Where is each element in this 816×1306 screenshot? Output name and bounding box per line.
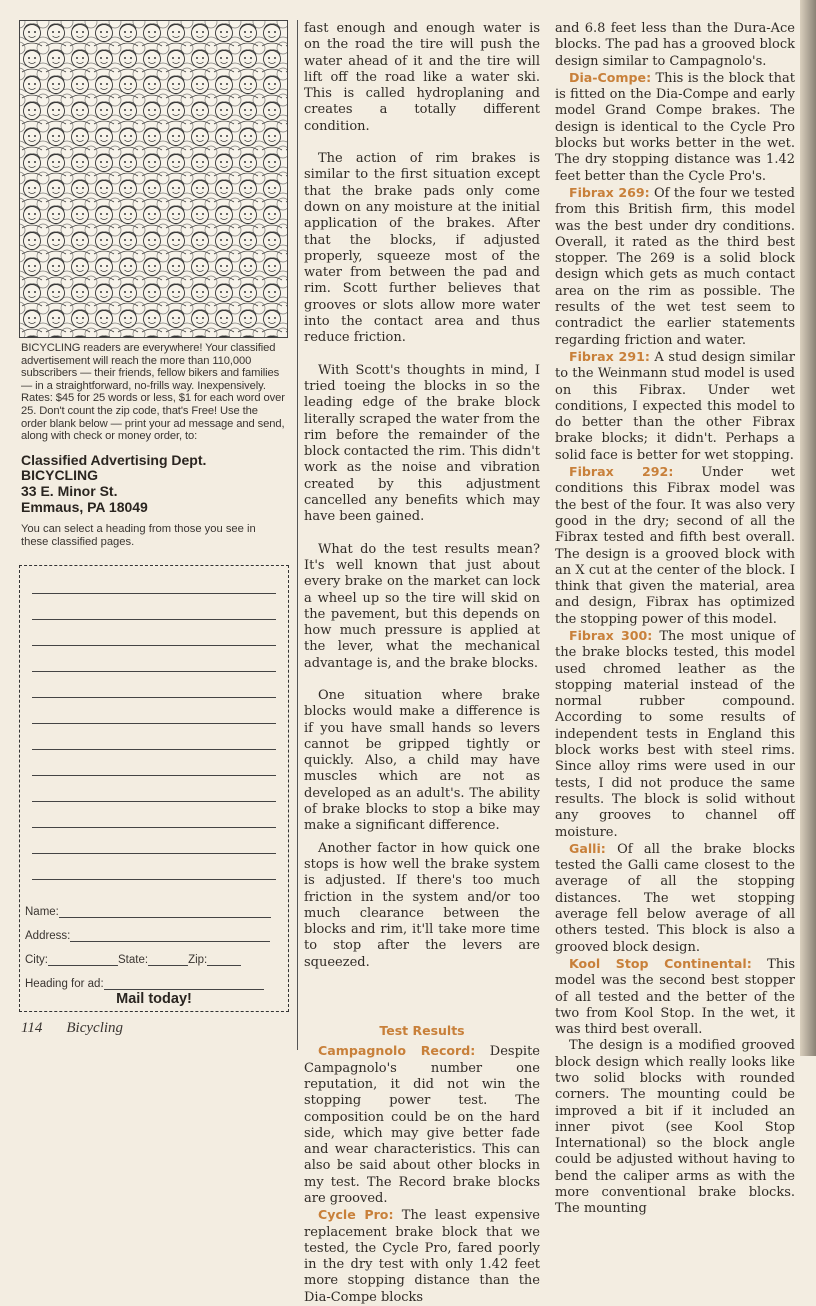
paragraph — [304, 1043, 540, 1207]
paragraph — [555, 628, 795, 841]
entry-text: Of all the brake blocks tested the Galli came closest to the average of all the stopping distances. The wet stopping average fell below average of all others tested. This block is also a grooved block design. — [555, 841, 795, 955]
ad-text-line[interactable] — [32, 775, 276, 776]
entry-heading: Fibrax 300: — [569, 627, 653, 643]
order-form — [19, 565, 289, 1012]
address-line: Emmaus, PA 18049 — [21, 498, 148, 515]
entry-heading: Cycle Pro: — [318, 1207, 394, 1223]
city-label: City: — [25, 954, 48, 966]
paragraph: The design is a modified grooved block design which really looks like two solid blocks with rounded corners. The mounting could be improved a bit if it included an inner pivot (see Kool Stop International) so the block angle could be adjusted without having to bend the caliper arms as with the more conventional brake blocks. The mounting — [555, 1038, 795, 1217]
paragraph: What do the test results mean? It's well known that just about every brake on the market can lock a wheel up so the tire will skid on the pavement, but this depends on how much pressure is applied at the lever, what the mechanical advantage is, and the brake blocks. — [304, 541, 540, 671]
zip-label: Zip: — [188, 954, 208, 966]
entry-text: Under wet conditions this Fibrax model was the best of the four. It was also very good in the dry; second of all the Fibrax tested and fifth best overall. The design is a grooved block with an X cut at the center of the block. I think that given the material, area and design, Fibrax has optimized the stopping power of this model. — [555, 465, 795, 627]
ad-address — [21, 453, 286, 515]
ad-text-line[interactable] — [32, 723, 276, 724]
name-label: Name: — [25, 906, 59, 918]
paragraph — [555, 70, 795, 185]
entry-heading: Galli: — [569, 840, 606, 856]
ad-text-line[interactable] — [32, 593, 276, 594]
paragraph: fast enough and enough water is on the road the tire will push the water ahead of it and the tire will lift off the road like a water ski. This is called hydroplaning and creates a totally different condition. — [304, 21, 540, 134]
entry-heading: Fibrax 292: — [569, 464, 674, 480]
paragraph: The action of rim brakes is similar to the first situation except that the brake pads only come down on any moisture at the initial application of the brakes. After that the blocks, if adjusted properly, squeeze most of the water from between the pad and rim. Scott further believes that grooves or slots allow more water into the contact area and thus reduce friction. — [304, 151, 540, 346]
entry-text: The most unique of the brake blocks tested, this model used chromed leather as the stopping material instead of the normal rubber compound. According to some results of independent tests in England this block works best with steel rims. Since alloy rims were used in our tests, I did not produce the same results. The block is solid without any grooves to channel off moisture. — [555, 628, 796, 840]
paragraph: One situation where brake blocks would make a difference is if you have small hands so levers cannot be gripped tightly or quickly. Also, a child may have muscles which are not as developed as an adult's. The ability of brake blocks to stop a bike may make a significant difference. — [304, 687, 540, 834]
paragraph — [555, 185, 795, 349]
address-line: Classified Advertising Dept. — [21, 451, 207, 468]
address-label: Address: — [25, 930, 71, 942]
ad-text-line[interactable] — [32, 879, 276, 880]
paragraph — [555, 841, 795, 956]
ad-note: You can select a heading from those you see in these classified pages. — [21, 523, 256, 548]
entry-heading: Campagnolo Record: — [318, 1043, 476, 1059]
mail-today-label: Mail today! — [116, 991, 192, 1007]
address-line: 33 E. Minor St. — [21, 482, 118, 499]
classified-ad — [19, 20, 288, 548]
name-field[interactable] — [25, 906, 271, 918]
paragraph — [555, 956, 795, 1038]
entry-text: Of the four we tested from this British firm, this model was the best under dry conditions. Overall, it rated as the third best stopper. The 269 is a solid block design which gets as much contact area on the rim as possible. The results of the wet test seem to contradict the earlier statements regarding friction and water. — [555, 185, 795, 348]
ad-text-line[interactable] — [32, 671, 276, 672]
entry-text: A stud design similar to the Weinmann stud model is used on this Fibrax. Under wet conditions, I expected this model to do better than the other Fibrax brake blocks; it didn't. Perhaps a solid face is better for wet stopping. — [555, 349, 795, 463]
ad-text-line[interactable] — [32, 801, 276, 802]
entry-text: This is the block that is fitted on the Dia-Compe and early model Grand Compe brakes. The design is identical to the Cycle Pro blocks but works better in the wet. The dry stopping distance was 1.42 feet better than the Cycle Pro's. — [555, 70, 795, 184]
column-divider — [297, 20, 298, 1050]
paragraph — [304, 1207, 540, 1306]
ad-text-line[interactable] — [32, 619, 276, 620]
entry-text: Despite Campagnolo's number one reputation, it did not win the stopping power test. The composition could be on the hard side, which may give better fade and wear characteristics. This can also be said about other blocks in my test. The Record brake blocks are grooved. — [304, 1044, 540, 1206]
ad-body: BICYCLING readers are everywhere! Your classified advertisement will reach the more than 110,000 subscribers — their friends, fellow bikers and families — in a straightforward, no-frills way. Inexpensively. Rates: $45 for 25 words or less, $1 for each word over 25. Don't count the zip code, that's Free! Use the order blank below — print your ad message and send, along with check or money order, to: — [21, 342, 285, 443]
state-label: State: — [118, 954, 149, 966]
article-column-1 — [304, 21, 540, 1306]
entry-heading: Fibrax 291: — [569, 348, 650, 364]
magazine-name: Bicycling — [66, 1020, 124, 1036]
section-heading: Test Results — [379, 1023, 465, 1039]
page-edge — [800, 0, 816, 1056]
entry-heading: Fibrax 269: — [569, 184, 650, 200]
ad-text-line[interactable] — [32, 697, 276, 698]
ad-text-line[interactable] — [32, 827, 276, 828]
city-state-zip-field[interactable] — [25, 954, 241, 966]
ad-text-line[interactable] — [32, 749, 276, 750]
crowd-illustration — [19, 20, 288, 338]
entry-heading: Kool Stop Continental: — [569, 955, 752, 971]
entry-text: The least expensive replacement brake block that we tested, the Cycle Pro, fared poorly in the dry test with only 1.42 feet more stopping distance than the Dia-Compe blocks — [304, 1208, 540, 1305]
entry-heading: Dia-Compe: — [569, 69, 652, 85]
heading-field[interactable] — [25, 978, 264, 990]
address-line: BICYCLING — [21, 467, 98, 484]
page-folio — [21, 1020, 147, 1037]
heading-label: Heading for ad: — [25, 978, 104, 990]
entry-text: This model was the second best stopper of all tested and the better of the two from Kool Stop. In the wet, it was third best overall. — [555, 956, 795, 1038]
paragraph — [555, 464, 795, 628]
ad-text-line[interactable] — [32, 853, 276, 854]
paragraph — [555, 349, 795, 464]
paragraph: and 6.8 feet less than the Dura-Ace blocks. The pad has a grooved block design similar to Campagnolo's. — [555, 21, 795, 69]
paragraph: Another factor in how quick one stops is how well the brake system is adjusted. If there's too much friction in the system and/or too much clearance between the blocks and rim, it'll take more time to stop after the levers are squeezed. — [304, 840, 540, 970]
ad-text-line[interactable] — [32, 645, 276, 646]
paragraph: With Scott's thoughts in mind, I tried toeing the blocks in so the leading edge of the brake block literally scraped the water from the rim before the remainder of the block contacted the rim. This didn't work as the noise and vibration created by this adjustment cancelled any benefits which may have been gained. — [304, 362, 540, 525]
address-field[interactable] — [25, 930, 270, 942]
page-number: 114 — [21, 1020, 43, 1036]
article-column-2 — [555, 21, 795, 1218]
